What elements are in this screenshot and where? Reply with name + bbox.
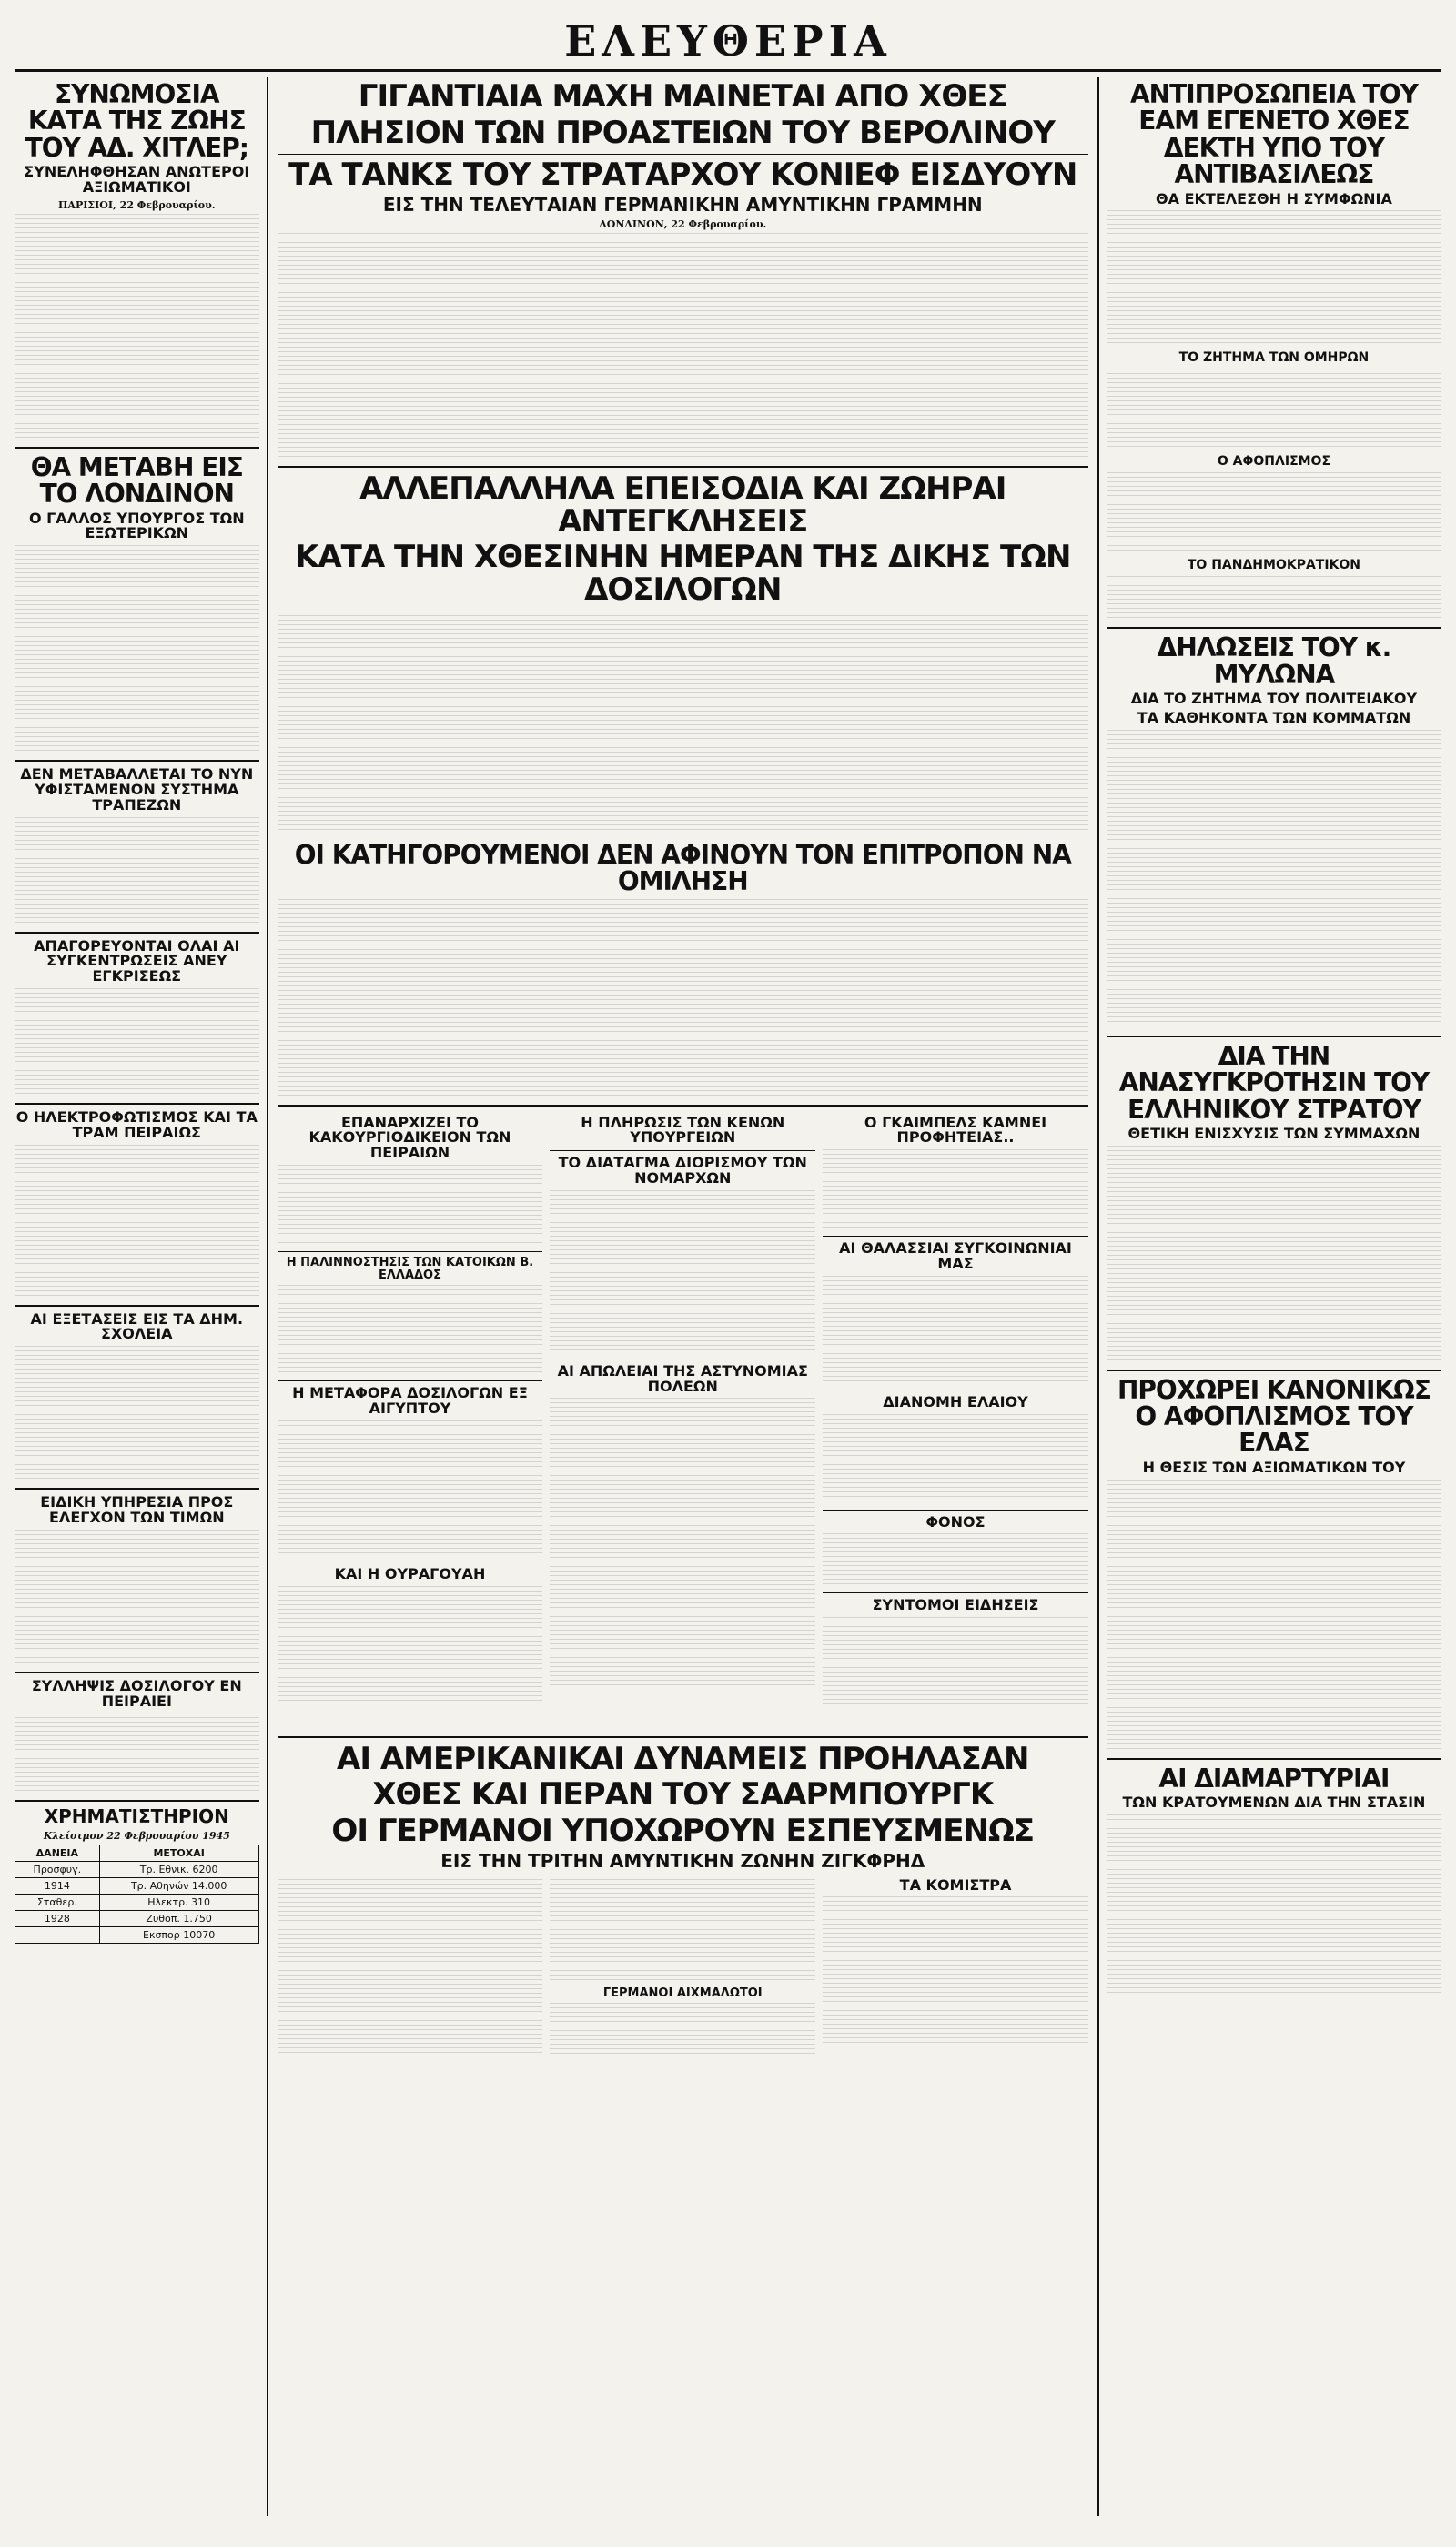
- us-headline-2: ΧΘΕΣ ΚΑΙ ΠΕΡΑΝ ΤΟΥ ΣΑΑΡΜΠΟΥΡΓΚ: [372, 1776, 994, 1814]
- headline-repatriation: Η ΠΑΛΙΝΝΟΣΤΗΣΙΣ ΤΩΝ ΚΑΤΟΙΚΩΝ Β. ΕΛΛΑΔΟΣ: [286, 1255, 534, 1282]
- article-body: [278, 899, 1088, 1099]
- subhead-hostages: ΤΟ ΖΗΤΗΜΑ ΤΩΝ ΟΜΗΡΩΝ: [1178, 350, 1370, 366]
- table-cell: 1928: [15, 1911, 100, 1927]
- headline-piraeus-arrest: ΣΥΛΛΗΨΙΣ ΔΟΣΙΛΟΓΟΥ ΕΝ ΠΕΙΡΑΙΕΙ: [31, 1676, 242, 1710]
- article-body: [15, 1145, 259, 1299]
- us-headline-3: ΟΙ ΓΕΡΜΑΝΟΙ ΥΠΟΧΩΡΟΥΝ ΕΣΠΕΥΣΜΕΝΩΣ: [331, 1812, 1035, 1849]
- lead-subhead: ΕΙΣ ΤΗΝ ΤΕΛΕΥΤΑΙΑΝ ΓΕΡΜΑΝΙΚΗΝ ΑΜΥΝΤΙΚΗΝ ΓΡΑΜΜΗΝ: [382, 194, 983, 217]
- trial-headline-2: ΚΑΤΑ ΤΗΝ ΧΘΕΣΙΝΗΝ ΗΜΕΡΑΝ ΤΗΣ ΔΙΚΗΣ ΤΩΝ ΔΟΣΙΛΟΓΩΝ: [295, 539, 1071, 609]
- headline-mylonas: ΔΗΛΩΣΕΙΣ ΤΟΥ κ. ΜΥΛΩΝΑ: [1157, 632, 1391, 690]
- headline-elas: ΠΡΟΧΩΡΕΙ ΚΑΝΟΝΙΚΩΣ Ο ΑΦΟΠΛΙΣΜΟΣ ΤΟΥ ΕΛΑΣ: [1117, 1374, 1431, 1459]
- table-row: [15, 1862, 259, 1878]
- headline-exams: ΑΙ ΕΞΕΤΑΣΕΙΣ ΕΙΣ ΤΑ ΔΗΜ. ΣΧΟΛΕΙΑ: [30, 1309, 244, 1343]
- us-subhead: ΕΙΣ ΤΗΝ ΤΡΙΤΗΝ ΑΜΥΝΤΙΚΗΝ ΖΩΝΗΝ ΖΙΓΚΦΡΗΔ: [440, 1849, 925, 1872]
- column-block: [278, 1112, 543, 1731]
- table-cell: Εκσπορ 10070: [99, 1927, 258, 1944]
- headline-court: ΕΠΑΝΑΡΧΙΖΕΙ ΤΟ ΚΑΚΟΥΡΓΙΟΔΙΚΕΙΟΝ ΤΩΝ ΠΕΙΡΑΙΩΝ: [308, 1113, 511, 1162]
- article-body: [15, 1530, 259, 1666]
- headline-prefects: ΤΟ ΔΙΑΤΑΓΜΑ ΔΙΟΡΙΣΜΟΥ ΤΩΝ ΝΟΜΑΡΧΩΝ: [558, 1154, 807, 1187]
- subhead-arrests: ΣΥΝΕΛΗΦΘΗΣΑΝ ΑΝΩΤΕΡΟΙ ΑΞΙΩΜΑΤΙΚΟΙ: [24, 163, 250, 196]
- headline-army: ΔΙΑ ΤΗΝ ΑΝΑΣΥΓΚΡΟΤΗΣΙΝ ΤΟΥ ΕΛΛΗΝΙΚΟΥ ΣΤΡΑΤΟΥ: [1118, 1040, 1430, 1125]
- table-row: [15, 1911, 259, 1927]
- market-subtitle: Κλείσιμον 22 Φεβρουαρίου 1945: [43, 1830, 230, 1843]
- headline-transfer: Η ΜΕΤΑΦΟΡΑ ΔΟΣΙΛΟΓΩΝ ΕΞ ΑΙΓΥΠΤΟΥ: [292, 1384, 528, 1418]
- subhead-allies: ΘΕΤΙΚΗ ΕΝΙΣΧΥΣΙΣ ΤΩΝ ΣΥΜΜΑΧΩΝ: [1127, 1124, 1421, 1142]
- headline-eam: ΑΝΤΙΠΡΟΣΩΠΕΙΑ ΤΟΥ ΕΑΜ ΕΓΕΝΕΤΟ ΧΘΕΣ ΔΕΚΤΗ ΥΠΟ ΤΟΥ ΑΝΤΙΒΑΣΙΛΕΩΣ: [1130, 79, 1418, 190]
- dateline-london: ΛΟΝΔΙΝΟΝ, 22 Φεβρουαρίου.: [599, 218, 767, 231]
- article-body: [15, 214, 259, 441]
- subhead-parties: ΤΑ ΚΑΘΗΚΟΝΤΑ ΤΩΝ ΚΟΜΜΑΤΩΝ: [1137, 708, 1411, 726]
- lead-headline-1: ΓΙΓΑΝΤΙΑΙΑ ΜΑΧΗ ΜΑΙΝΕΤΑΙ ΑΠΟ ΧΘΕΣ: [358, 78, 1007, 115]
- dateline-paris: ΠΑΡΙΣΙΟΙ, 22 Φεβρουαρίου.: [58, 198, 216, 211]
- masthead: ΕΛΕΥΘΕΡΙΑ: [15, 13, 1441, 72]
- table-cell: Τρ. Εθνικ. 6200: [99, 1862, 258, 1878]
- headline-police-losses: ΑΙ ΑΠΩΛΕΙΑΙ ΤΗΣ ΑΣΤΥΝΟΜΙΑΣ ΠΟΛΕΩΝ: [557, 1361, 808, 1395]
- table-cell: Προσφυγ.: [15, 1862, 100, 1878]
- market-table: [15, 1845, 259, 1944]
- article-body: [15, 817, 259, 926]
- market-header: ΔΑΝΕΙΑ: [15, 1845, 100, 1862]
- table-cell: Ζυθοπ. 1.750: [99, 1911, 258, 1927]
- us-headline-1: ΑΙ ΑΜΕΡΙΚΑΝΙΚΑΙ ΔΥΝΑΜΕΙΣ ΠΡΟΗΛΑΣΑΝ: [337, 1740, 1029, 1777]
- lead-headline-3: ΤΑ ΤΑΝΚΣ ΤΟΥ ΣΤΡΑΤΑΡΧΟΥ ΚΟΝΙΕΦ ΕΙΣΔΥΟΥΝ: [288, 157, 1077, 194]
- article-body: [15, 988, 259, 1097]
- headline-gatherings: ΑΠΑΓΟΡΕΥΟΝΤΑΙ ΟΛΑΙ ΑΙ ΣΥΓΚΕΝΤΡΩΣΕΙΣ ΑΝΕΥ ΕΓΚΡΙΣΕΩΣ: [34, 936, 240, 985]
- subhead-regime: ΔΙΑ ΤΟ ΖΗΤΗΜΑ ΤΟΥ ΠΟΛΙΤΕΙΑΚΟΥ: [1130, 690, 1418, 708]
- subhead-democratic: ΤΟ ΠΑΝΔΗΜΟΚΡΑΤΙΚΟΝ: [1187, 558, 1361, 573]
- headline-conspiracy: ΣΥΝΩΜΟΣΙΑ ΚΑΤΑ ΤΗΣ ΖΩΗΣ ΤΟΥ ΑΔ. ΧΙΤΛΕΡ;: [25, 79, 248, 163]
- subhead-disarmament: Ο ΑΦΟΠΛΙΣΜΟΣ: [1217, 454, 1331, 470]
- left-column: [15, 77, 268, 2516]
- headline-protests: ΑΙ ΔΙΑΜΑΡΤΥΡΙΑΙ: [1158, 1763, 1390, 1794]
- table-cell: Σταθερ.: [15, 1895, 100, 1911]
- trial-subhead: ΟΙ ΚΑΤΗΓΟΡΟΥΜΕΝΟΙ ΔΕΝ ΑΦΙΝΟΥΝ ΤΟΝ ΕΠΙΤΡΟΠΟΝ ΝΑ ΟΜΙΛΗΣΗ: [294, 839, 1071, 897]
- headline-london-trip: ΘΑ ΜΕΤΑΒΗ ΕΙΣ ΤΟ ΛΟΝΔΙΝΟΝ: [30, 451, 243, 510]
- table-cell: Ηλεκτρ. 310: [99, 1895, 258, 1911]
- headline-fares: ΤΑ ΚΟΜΙΣΤΡΑ: [899, 1875, 1012, 1894]
- market-header: ΜΕΤΟΧΑΙ: [99, 1845, 258, 1862]
- subhead-officers: Η ΘΕΣΙΣ ΤΩΝ ΑΞΙΩΜΑΤΙΚΩΝ ΤΟΥ: [1142, 1458, 1406, 1476]
- center-column: [268, 77, 1097, 2516]
- table-cell: 1914: [15, 1878, 100, 1895]
- headline-banks: ΔΕΝ ΜΕΤΑΒΑΛΛΕΤΑΙ ΤΟ ΝΥΝ ΥΦΙΣΤΑΜΕΝΟΝ ΣΥΣΤΗΜΑ ΤΡΑΠΕΖΩΝ: [20, 765, 254, 814]
- table-row: [15, 1895, 259, 1911]
- headline-prisoners: ΓΕΡΜΑΝΟΙ ΑΙΧΜΑΛΩΤΟΙ: [602, 1986, 763, 2000]
- headline-prices: ΕΙΔΙΚΗ ΥΠΗΡΕΣΙΑ ΠΡΟΣ ΕΛΕΓΧΟΝ ΤΩΝ ΤΙΜΩΝ: [40, 1493, 234, 1526]
- lead-headline-2: ΠΛΗΣΙΟΝ ΤΩΝ ΠΡΟΑΣΤΕΙΩΝ ΤΟΥ ΒΕΡΟΛΙΝΟΥ: [310, 114, 1055, 151]
- table-row: [15, 1927, 259, 1944]
- column-block: [550, 1112, 815, 1731]
- subhead-detainees: ΤΩΝ ΚΡΑΤΟΥΜΕΝΩΝ ΔΙΑ ΤΗΝ ΣΤΑΣΙΝ: [1122, 1794, 1426, 1812]
- headline-electricity: Ο ΗΛΕΚΤΡΟΦΩΤΙΣΜΟΣ ΚΑΙ ΤΑ ΤΡΑΜ ΠΕΙΡΑΙΩΣ: [15, 1107, 258, 1141]
- market-title: ΧΡΗΜΑΤΙΣΤΗΡΙΟΝ: [44, 1805, 229, 1828]
- headline-goebbels: Ο ΓΚΑΙΜΠΕΛΣ ΚΑΜΝΕΙ ΠΡΟΦΗΤΕΙΑΣ..: [864, 1113, 1047, 1147]
- article-body: [15, 1346, 259, 1482]
- headline-murder: ΦΟΝΟΣ: [925, 1512, 986, 1531]
- headline-oil: ΔΙΑΝΟΜΗ ΕΛΑΙΟΥ: [883, 1392, 1028, 1410]
- subhead-foreign-minister: Ο ΓΑΛΛΟΣ ΥΠΟΥΡΓΟΣ ΤΩΝ ΕΞΩΤΕΡΙΚΩΝ: [28, 509, 245, 542]
- article-body: [15, 545, 259, 754]
- article-body: [278, 611, 1088, 838]
- subhead-agreement: ΘΑ ΕΚΤΕΛΕΣΘΗ Η ΣΥΜΦΩΝΙΑ: [1156, 189, 1392, 207]
- newspaper-page: [15, 13, 1441, 2520]
- table-cell: Τρ. Αθηνών 14.000: [99, 1878, 258, 1895]
- article-body: [15, 1713, 259, 1794]
- trial-headline-1: ΑΛΛΕΠΑΛΛΗΛΑ ΕΠΕΙΣΟΔΙΑ ΚΑΙ ΖΩΗΡΑΙ ΑΝΤΕΓΚΛΗΣΕΙΣ: [359, 470, 1006, 540]
- article-body: [278, 233, 1088, 460]
- column-block: [823, 1112, 1088, 1731]
- table-row: [15, 1878, 259, 1895]
- right-column: [1097, 77, 1441, 2516]
- table-cell: [15, 1927, 100, 1944]
- headline-ministries: Η ΠΛΗΡΩΣΙΣ ΤΩΝ ΚΕΝΩΝ ΥΠΟΥΡΓΕΙΩΝ: [581, 1113, 785, 1147]
- headline-uruguay: ΚΑΙ Η ΟΥΡΑΓΟΥΑΗ: [334, 1564, 486, 1582]
- headline-sea-links: ΑΙ ΘΑΛΑΣΣΙΑΙ ΣΥΓΚΟΙΝΩΝΙΑΙ ΜΑΣ: [839, 1239, 1072, 1272]
- headline-brief-news: ΣΥΝΤΟΜΟΙ ΕΙΔΗΣΕΙΣ: [872, 1596, 1039, 1614]
